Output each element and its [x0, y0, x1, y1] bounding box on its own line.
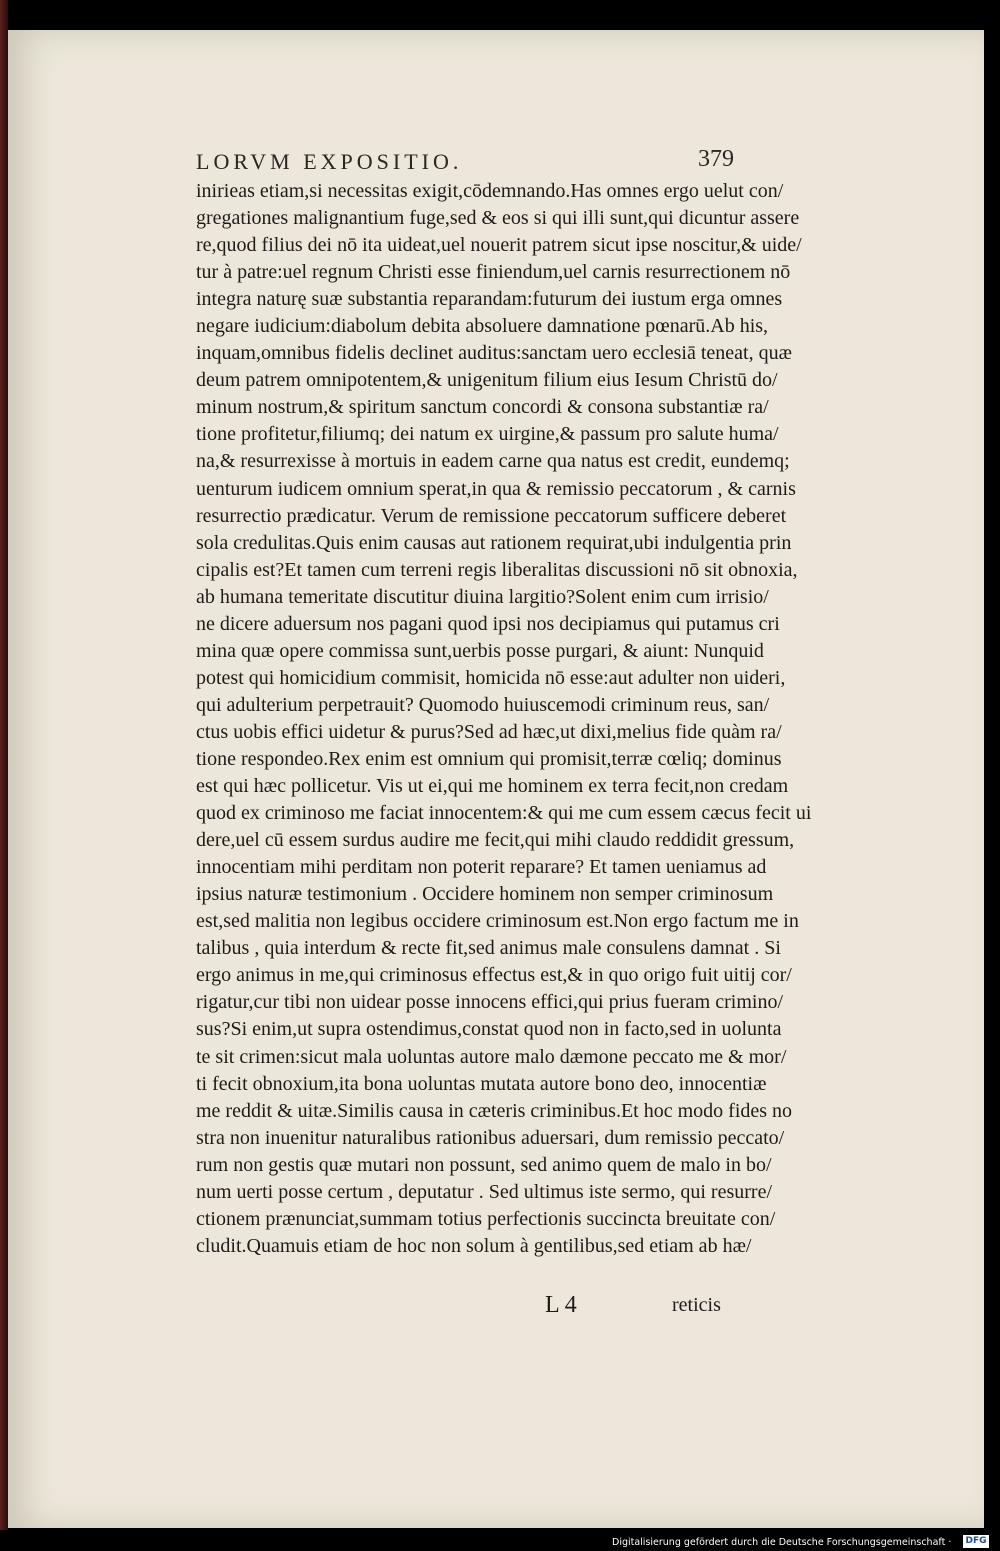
main-text-block — [196, 178, 812, 1260]
text-line: ne dicere aduersum nos pagani quod ipsi nos decipiamus qui putamus cri — [196, 612, 780, 635]
text-line: cludit.Quamuis etiam de hoc non solum à gentilibus,sed etiam ab hæ/ — [196, 1234, 752, 1257]
text-line: est qui hæc pollicetur. Vis ut ei,qui me hominem ex terra fecit,non credam — [196, 775, 789, 798]
text-line: tione profitetur,filiumq; dei natum ex uirgine,& passum pro salute huma/ — [196, 423, 779, 446]
text-line: re,quod filius dei nō ita uideat,uel nouerit patrem sicut ipse noscitur,& uide/ — [196, 234, 802, 257]
page-number: 379 — [698, 146, 734, 172]
text-line: minum nostrum,& spiritum sanctum concordi & consona substantiæ ra/ — [196, 396, 769, 419]
text-line: talibus , quia interdum & recte fit,sed animus male consulens damnat . Si — [196, 937, 781, 960]
text-line: inirieas etiam,si necessitas exigit,cōdemnando.Has omnes ergo uelut con/ — [196, 180, 784, 202]
catchword: reticis — [672, 1294, 721, 1316]
text-line: resurrectio prædicatur. Verum de remissione peccatorum sufficere deberet — [196, 504, 787, 527]
text-line: qui adulterium perpetrauit? Quomodo huiuscemodi criminum reus, san/ — [196, 693, 770, 716]
text-line: num uerti posse certum , deputatur . Sed ultimus iste sermo, qui resurre/ — [196, 1180, 772, 1203]
text-line: ergo animus in me,qui criminosus effectus est,& in quo origo fuit uitij cor/ — [196, 964, 792, 987]
text-line: ti fecit obnoxium,ita bona uoluntas mutata autore bono deo, innocentiæ — [196, 1072, 767, 1095]
running-head: LORVM EXPOSITIO. — [196, 149, 463, 174]
text-line: sus?Si enim,ut supra ostendimus,constat quod non in facto,sed in uolunta — [196, 1018, 782, 1041]
text-line: me reddit & uitæ.Similis causa in cæteris criminibus.Et hoc modo fides no — [196, 1099, 793, 1122]
funding-credit: Digitalisierung gefördert durch die Deutsche Forschungsgemeinschaft · — [612, 1537, 952, 1548]
text-line: te sit crimen:sicut mala uoluntas autore malo dæmone peccato me & mor/ — [196, 1045, 787, 1068]
text-line: na,& resurrexisse à mortuis in eadem carne qua natus est credit, eundemq; — [196, 450, 790, 473]
book-spine-edge — [0, 0, 8, 1530]
text-line: ab humana temeritate discutitur diuina largitio?Solent enim cum irrisio/ — [196, 585, 769, 608]
text-line: integra naturę suæ substantia reparandam:futurum dei iustum erga omnes — [196, 288, 783, 311]
text-line: innocentiam mihi perditam non poterit reparare? Et tamen ueniamus ad — [196, 856, 767, 879]
text-line: ctus uobis effici uidetur & purus?Sed ad hæc,ut dixi,melius fide quàm ra/ — [196, 720, 782, 743]
text-line: tur à patre:uel regnum Christi esse finiendum,uel carnis resurrectionem nō — [196, 261, 791, 284]
dfg-logo: DFG — [963, 1535, 989, 1548]
text-line: dere,uel cū essem surdus audire me fecit,qui mihi claudo reddidit gressum, — [196, 829, 795, 852]
text-line: uenturum iudicem omnium sperat,in qua & remissio peccatorum , & carnis — [196, 477, 796, 500]
text-line: ctionem prænunciat,summam totius perfectionis succincta breuitate con/ — [196, 1207, 776, 1230]
text-line: ipsius naturæ testimonium . Occidere hominem non semper criminosum — [196, 883, 774, 906]
signature-mark: L 4 — [545, 1292, 577, 1318]
text-line: est,sed malitia non legibus occidere criminosum est.Non ergo factum me in — [196, 910, 799, 933]
text-line: quod ex criminoso me faciat innocentem:& qui me cum essem cæcus fecit ui — [196, 802, 812, 825]
text-line: negare iudicium:diabolum debita absoluere damnatione pœnarū.Ab his, — [196, 315, 769, 338]
text-line: deum patrem omnipotentem,& unigenitum filium eius Iesum Christū do/ — [196, 369, 778, 392]
text-line: potest qui homicidium commisit, homicida nō esse:aut adulter non uideri, — [196, 666, 786, 689]
text-line: rum non gestis quæ mutari non possunt, sed animo quem de malo in bo/ — [196, 1153, 772, 1176]
text-line: gregationes malignantium fuge,sed & eos si qui illi sunt,qui dicuntur assere — [196, 207, 800, 230]
text-line: tione respondeo.Rex enim est omnium qui promisit,terræ cœliq; dominus — [196, 747, 782, 770]
text-line: inquam,omnibus fidelis declinet auditus:sanctam uero ecclesiā teneat, quæ — [196, 342, 792, 365]
text-line: mina quæ opere commissa sunt,uerbis posse purgari, & aiunt: Nunquid — [196, 639, 764, 662]
text-line: stra non inuenitur naturalibus rationibus aduersari, dum remissio peccato/ — [196, 1126, 785, 1149]
text-line: cipalis est?Et tamen cum terreni regis liberalitas discussioni nō sit obnoxia, — [196, 558, 798, 581]
text-line: rigatur,cur tibi non uidear posse innocens effici,qui prius fueram crimino/ — [196, 991, 784, 1014]
text-line: sola credulitas.Quis enim causas aut rationem requirat,ubi indulgentia prin — [196, 531, 792, 554]
